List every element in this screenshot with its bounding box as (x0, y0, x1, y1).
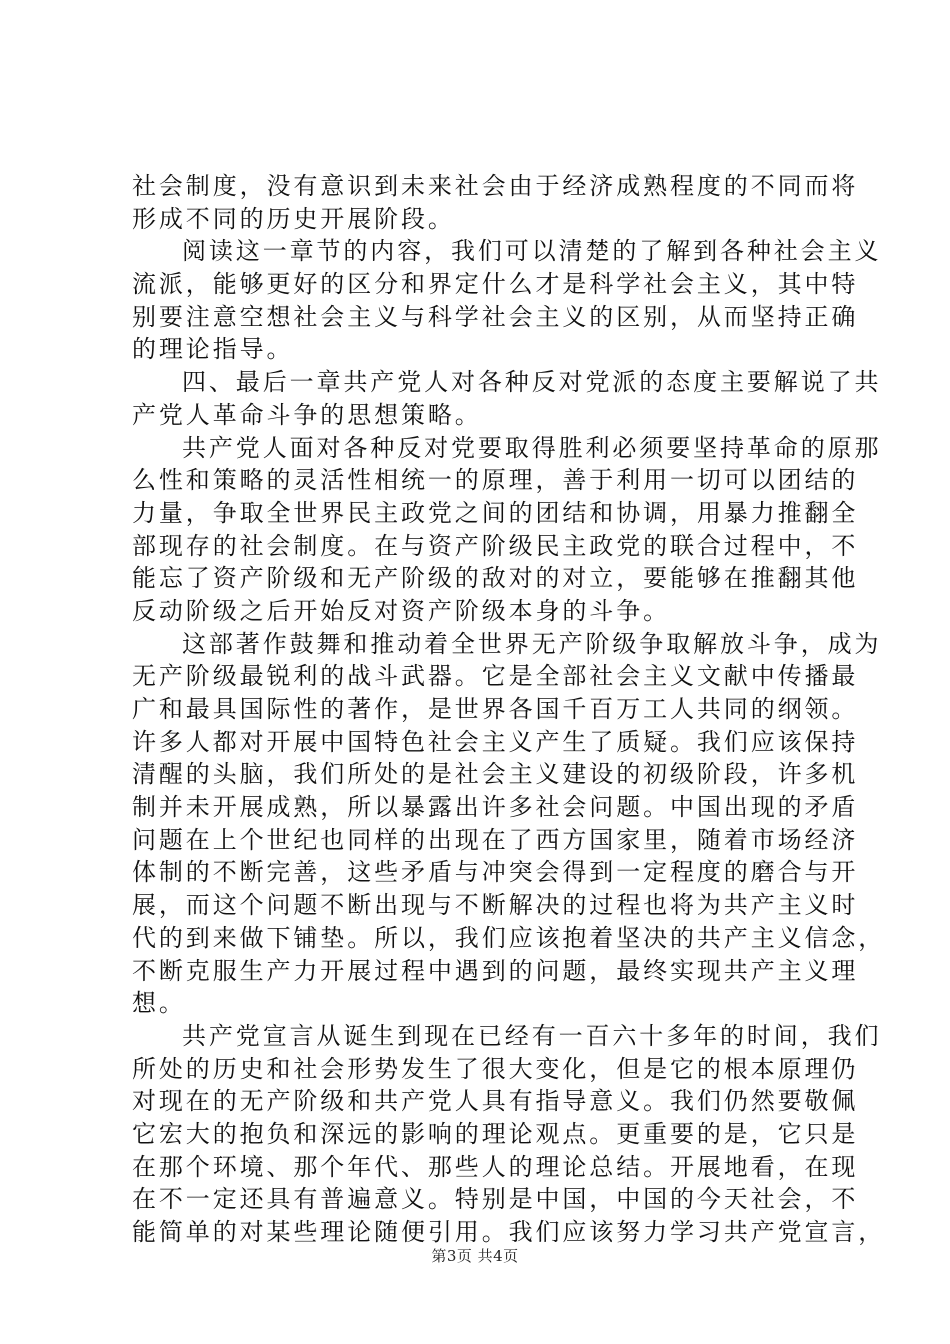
text-line: 清醒的头脑，我们所处的是社会主义建设的初级阶段，许多机 (132, 760, 859, 789)
text-line: 想。 (132, 989, 186, 1018)
text-line: 代的到来做下铺垫。所以，我们应该抱着坚决的共产主义信念， (132, 923, 886, 952)
text-line: 展，而这个问题不断出现与不断解决的过程也将为共产主义时 (132, 891, 859, 920)
body-text (132, 170, 886, 1249)
text-line: 产党人革命斗争的思想策略。 (132, 400, 482, 429)
text-line: 广和最具国际性的著作，是世界各国千百万工人共同的纲领。 (132, 695, 859, 723)
text-line: 不断克服生产力开展过程中遇到的问题，最终实现共产主义理 (132, 956, 859, 985)
text-line: 么性和策略的灵活性相统一的原理，善于利用一切可以团结的 (132, 466, 859, 495)
text-line: 的理论指导。 (132, 335, 294, 364)
text-line: 对现在的无产阶级和共产党人具有指导意义。我们仍然要敬佩 (132, 1087, 859, 1116)
text-line: 在那个环境、那个年代、那些人的理论总结。开展地看，在现 (132, 1152, 859, 1181)
paragraph-first-line: 阅读这一章节的内容，我们可以清楚的了解到各种社会主义 (182, 237, 882, 266)
text-line: 形成不同的历史开展阶段。 (132, 204, 455, 233)
page-number-footer: 第3页 共4页 (431, 1247, 519, 1265)
text-line: 无产阶级最锐利的战斗武器。它是全部社会主义文献中传播最 (132, 662, 859, 691)
text-line: 在不一定还具有普遍意义。特别是中国，中国的今天社会，不 (132, 1185, 859, 1214)
text-line: 制并未开展成熟，所以暴露出许多社会问题。中国出现的矛盾 (132, 793, 859, 822)
text-line: 反动阶级之后开始反对资产阶级本身的斗争。 (132, 596, 670, 625)
text-line: 能简单的对某些理论随便引用。我们应该努力学习共产党宣言， (132, 1218, 886, 1246)
text-line: 部现存的社会制度。在与资产阶级民主政党的联合过程中，不 (132, 531, 859, 560)
text-line: 社会制度，没有意识到未来社会由于经济成熟程度的不同而将 (132, 172, 859, 200)
text-line: 它宏大的抱负和深远的影响的理论观点。更重要的是，它只是 (132, 1119, 859, 1148)
text-line: 别要注意空想社会主义与科学社会主义的区别，从而坚持正确 (132, 302, 859, 331)
text-line: 能忘了资产阶级和无产阶级的敌对的对立，要能够在推翻其他 (132, 564, 859, 593)
text-line: 许多人都对开展中国特色社会主义产生了质疑。我们应该保持 (132, 727, 859, 756)
text-line: 力量，争取全世界民主政党之间的团结和协调，用暴力推翻全 (132, 498, 859, 527)
text-line: 问题在上个世纪也同样的出现在了西方国家里，随着市场经济 (132, 825, 859, 854)
paragraph-first-line: 四、最后一章共产党人对各种反对党派的态度主要解说了共 (182, 368, 882, 397)
paragraph-first-line: 共产党宣言从诞生到现在已经有一百六十多年的时间，我们 (182, 1021, 882, 1050)
text-line: 体制的不断完善，这些矛盾与冲突会得到一定程度的磨合与开 (132, 858, 859, 887)
text-line: 所处的历史和社会形势发生了很大变化，但是它的根本原理仍 (132, 1054, 859, 1083)
paragraph-first-line: 共产党人面对各种反对党要取得胜利必须要坚持革命的原那 (182, 433, 882, 462)
text-line: 流派，能够更好的区分和界定什么才是科学社会主义，其中特 (132, 270, 859, 299)
paragraph-first-line: 这部著作鼓舞和推动着全世界无产阶级争取解放斗争，成为 (182, 629, 882, 658)
